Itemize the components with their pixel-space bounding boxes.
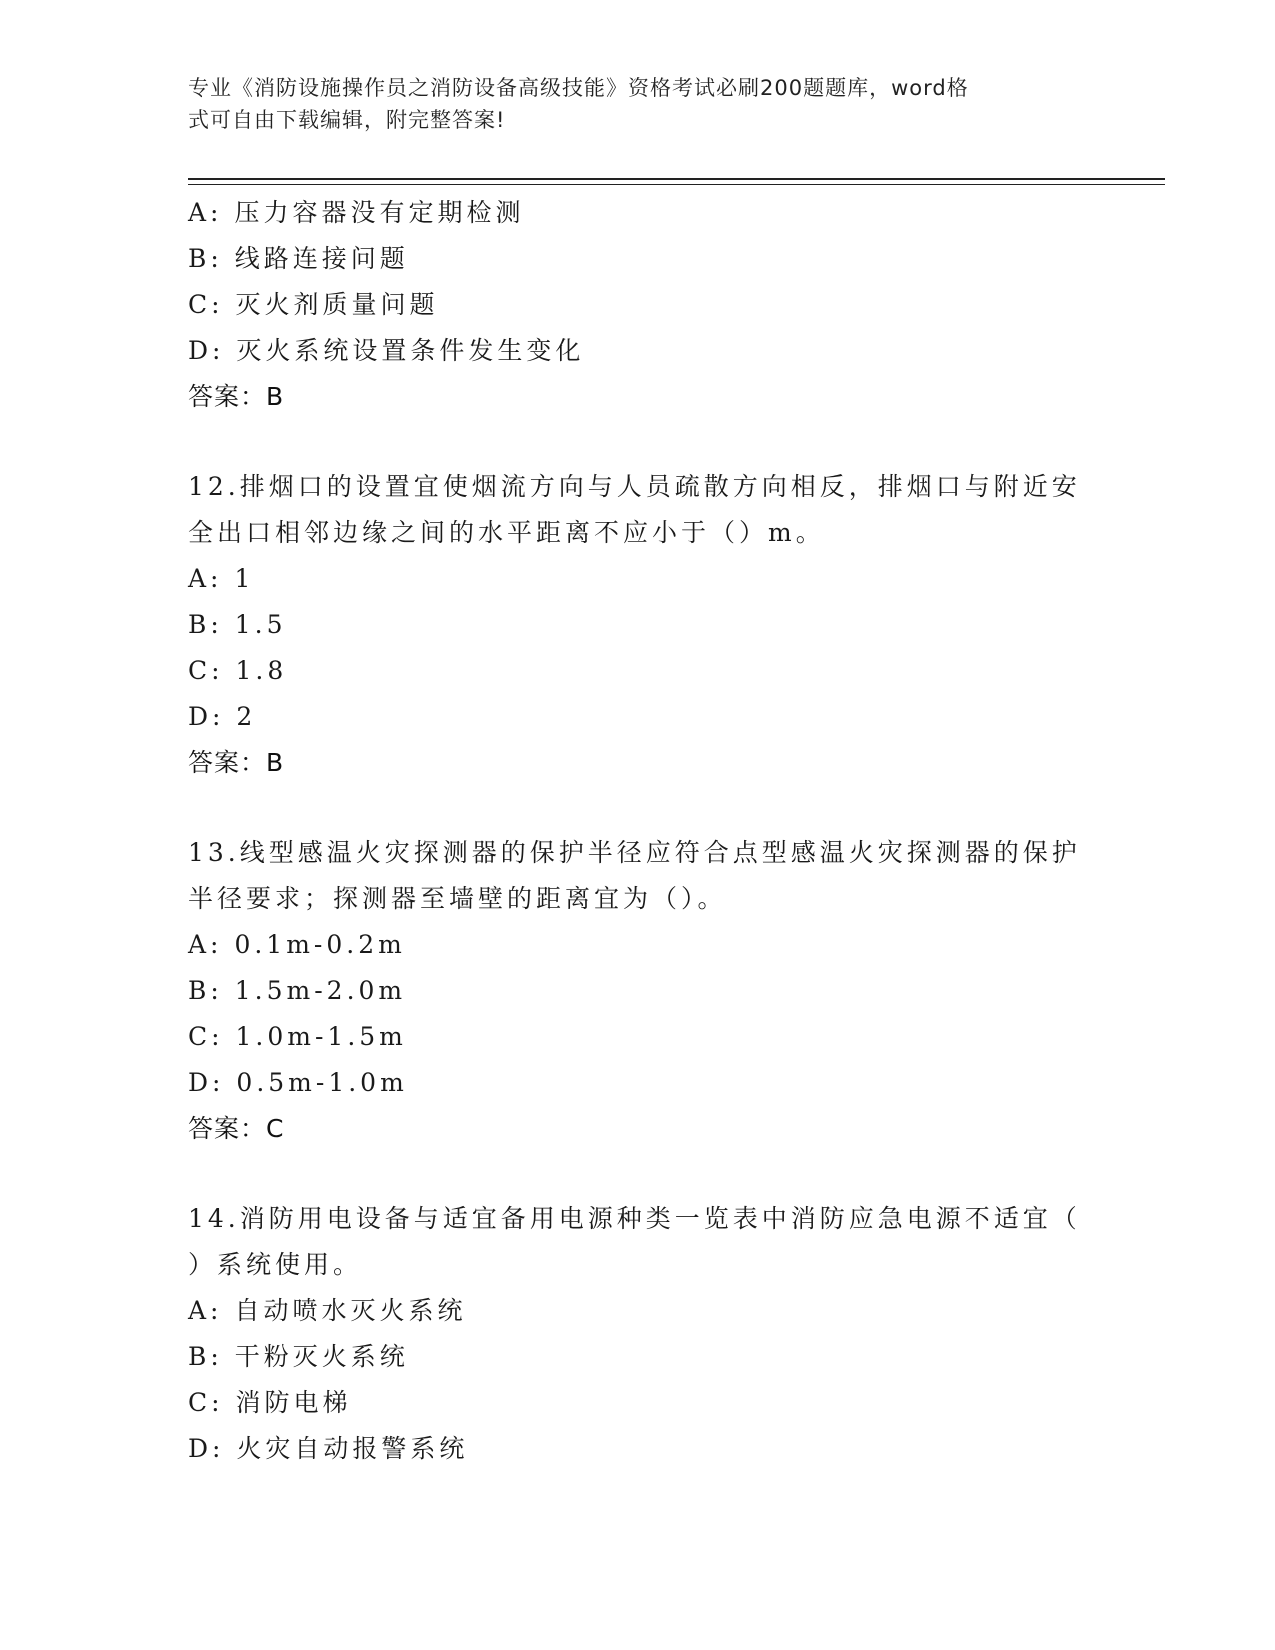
document-header [188,72,1068,136]
option-label: C: [188,290,224,319]
question-text-line-1: 12.排烟口的设置宜使烟流方向与人员疏散方向相反，排烟口与附近安 [188,472,1081,501]
question-list [188,190,1088,1472]
option-label: D: [188,336,225,365]
answer-line: 答案：B [188,382,285,411]
option-b [188,236,1088,282]
option-c [188,282,1088,328]
option-text: 灭火剂质量问题 [235,290,439,319]
option-label: A: [188,198,223,227]
option-label: D: [188,1068,225,1097]
option-text: 火灾自动报警系统 [236,1434,469,1463]
question-text-line-1: 14.消防用电设备与适宜备用电源种类一览表中消防应急电源不适宜（ [188,1204,1081,1233]
option-label: B: [188,244,223,273]
option-b [188,1334,1088,1380]
header-divider-thick [188,178,1165,180]
option-c [188,1014,1088,1060]
question-13 [188,830,1088,1152]
option-c [188,648,1088,694]
question-14 [188,1196,1088,1472]
option-b [188,602,1088,648]
option-text: 线路连接问题 [234,244,409,273]
header-divider-thin [188,184,1165,185]
option-label: C: [188,656,224,685]
option-text: 0.1m-0.2m [234,930,406,959]
question-text-line-1: 13.线型感温火灾探测器的保护半径应符合点型感温火灾探测器的保护 [188,838,1081,867]
question-text-line-2: 全出口相邻边缘之间的水平距离不应小于（）m。 [188,518,825,547]
option-text: 压力容器没有定期检测 [234,198,525,227]
option-label: C: [188,1388,224,1417]
header-title-line-2: 式可自由下载编辑，附完整答案! [188,108,506,132]
option-d [188,694,1088,740]
option-text: 1.5m-2.0m [234,976,407,1005]
option-label: B: [188,610,223,639]
option-label: A: [188,1296,223,1325]
option-b [188,968,1088,1014]
question-text [188,1196,1088,1288]
question-text [188,830,1088,922]
option-text: 1.8 [235,656,288,685]
question-text [188,464,1088,556]
option-a [188,1288,1088,1334]
question-text-line-2: 半径要求；探测器至墙壁的距离宜为（）。 [188,884,727,913]
option-text: 1.5 [234,610,287,639]
option-label: A: [188,930,223,959]
option-d [188,328,1088,374]
question-12 [188,464,1088,786]
answer-line: 答案：C [188,1114,285,1143]
option-a [188,190,1088,236]
option-label: D: [188,1434,225,1463]
option-text: 1 [234,564,255,593]
option-c [188,1380,1088,1426]
question-11 [188,190,1088,420]
option-text: 0.5m-1.0m [236,1068,408,1097]
option-text: 2 [236,702,257,731]
option-text: 干粉灭火系统 [234,1342,409,1371]
option-d [188,1426,1088,1472]
option-text: 自动喷水灭火系统 [234,1296,467,1325]
option-text: 1.0m-1.5m [235,1022,407,1051]
option-label: A: [188,564,223,593]
question-text-line-2: ）系统使用。 [188,1250,363,1279]
option-text: 灭火系统设置条件发生变化 [236,336,585,365]
option-label: C: [188,1022,224,1051]
option-label: B: [188,976,223,1005]
option-text: 消防电梯 [235,1388,352,1417]
option-label: B: [188,1342,223,1371]
header-title-line-1: 专业《消防设施操作员之消防设备高级技能》资格考试必刷200题题库，word格 [188,76,969,100]
option-label: D: [188,702,225,731]
answer-line: 答案：B [188,748,285,777]
option-a [188,556,1088,602]
option-d [188,1060,1088,1106]
option-a [188,922,1088,968]
